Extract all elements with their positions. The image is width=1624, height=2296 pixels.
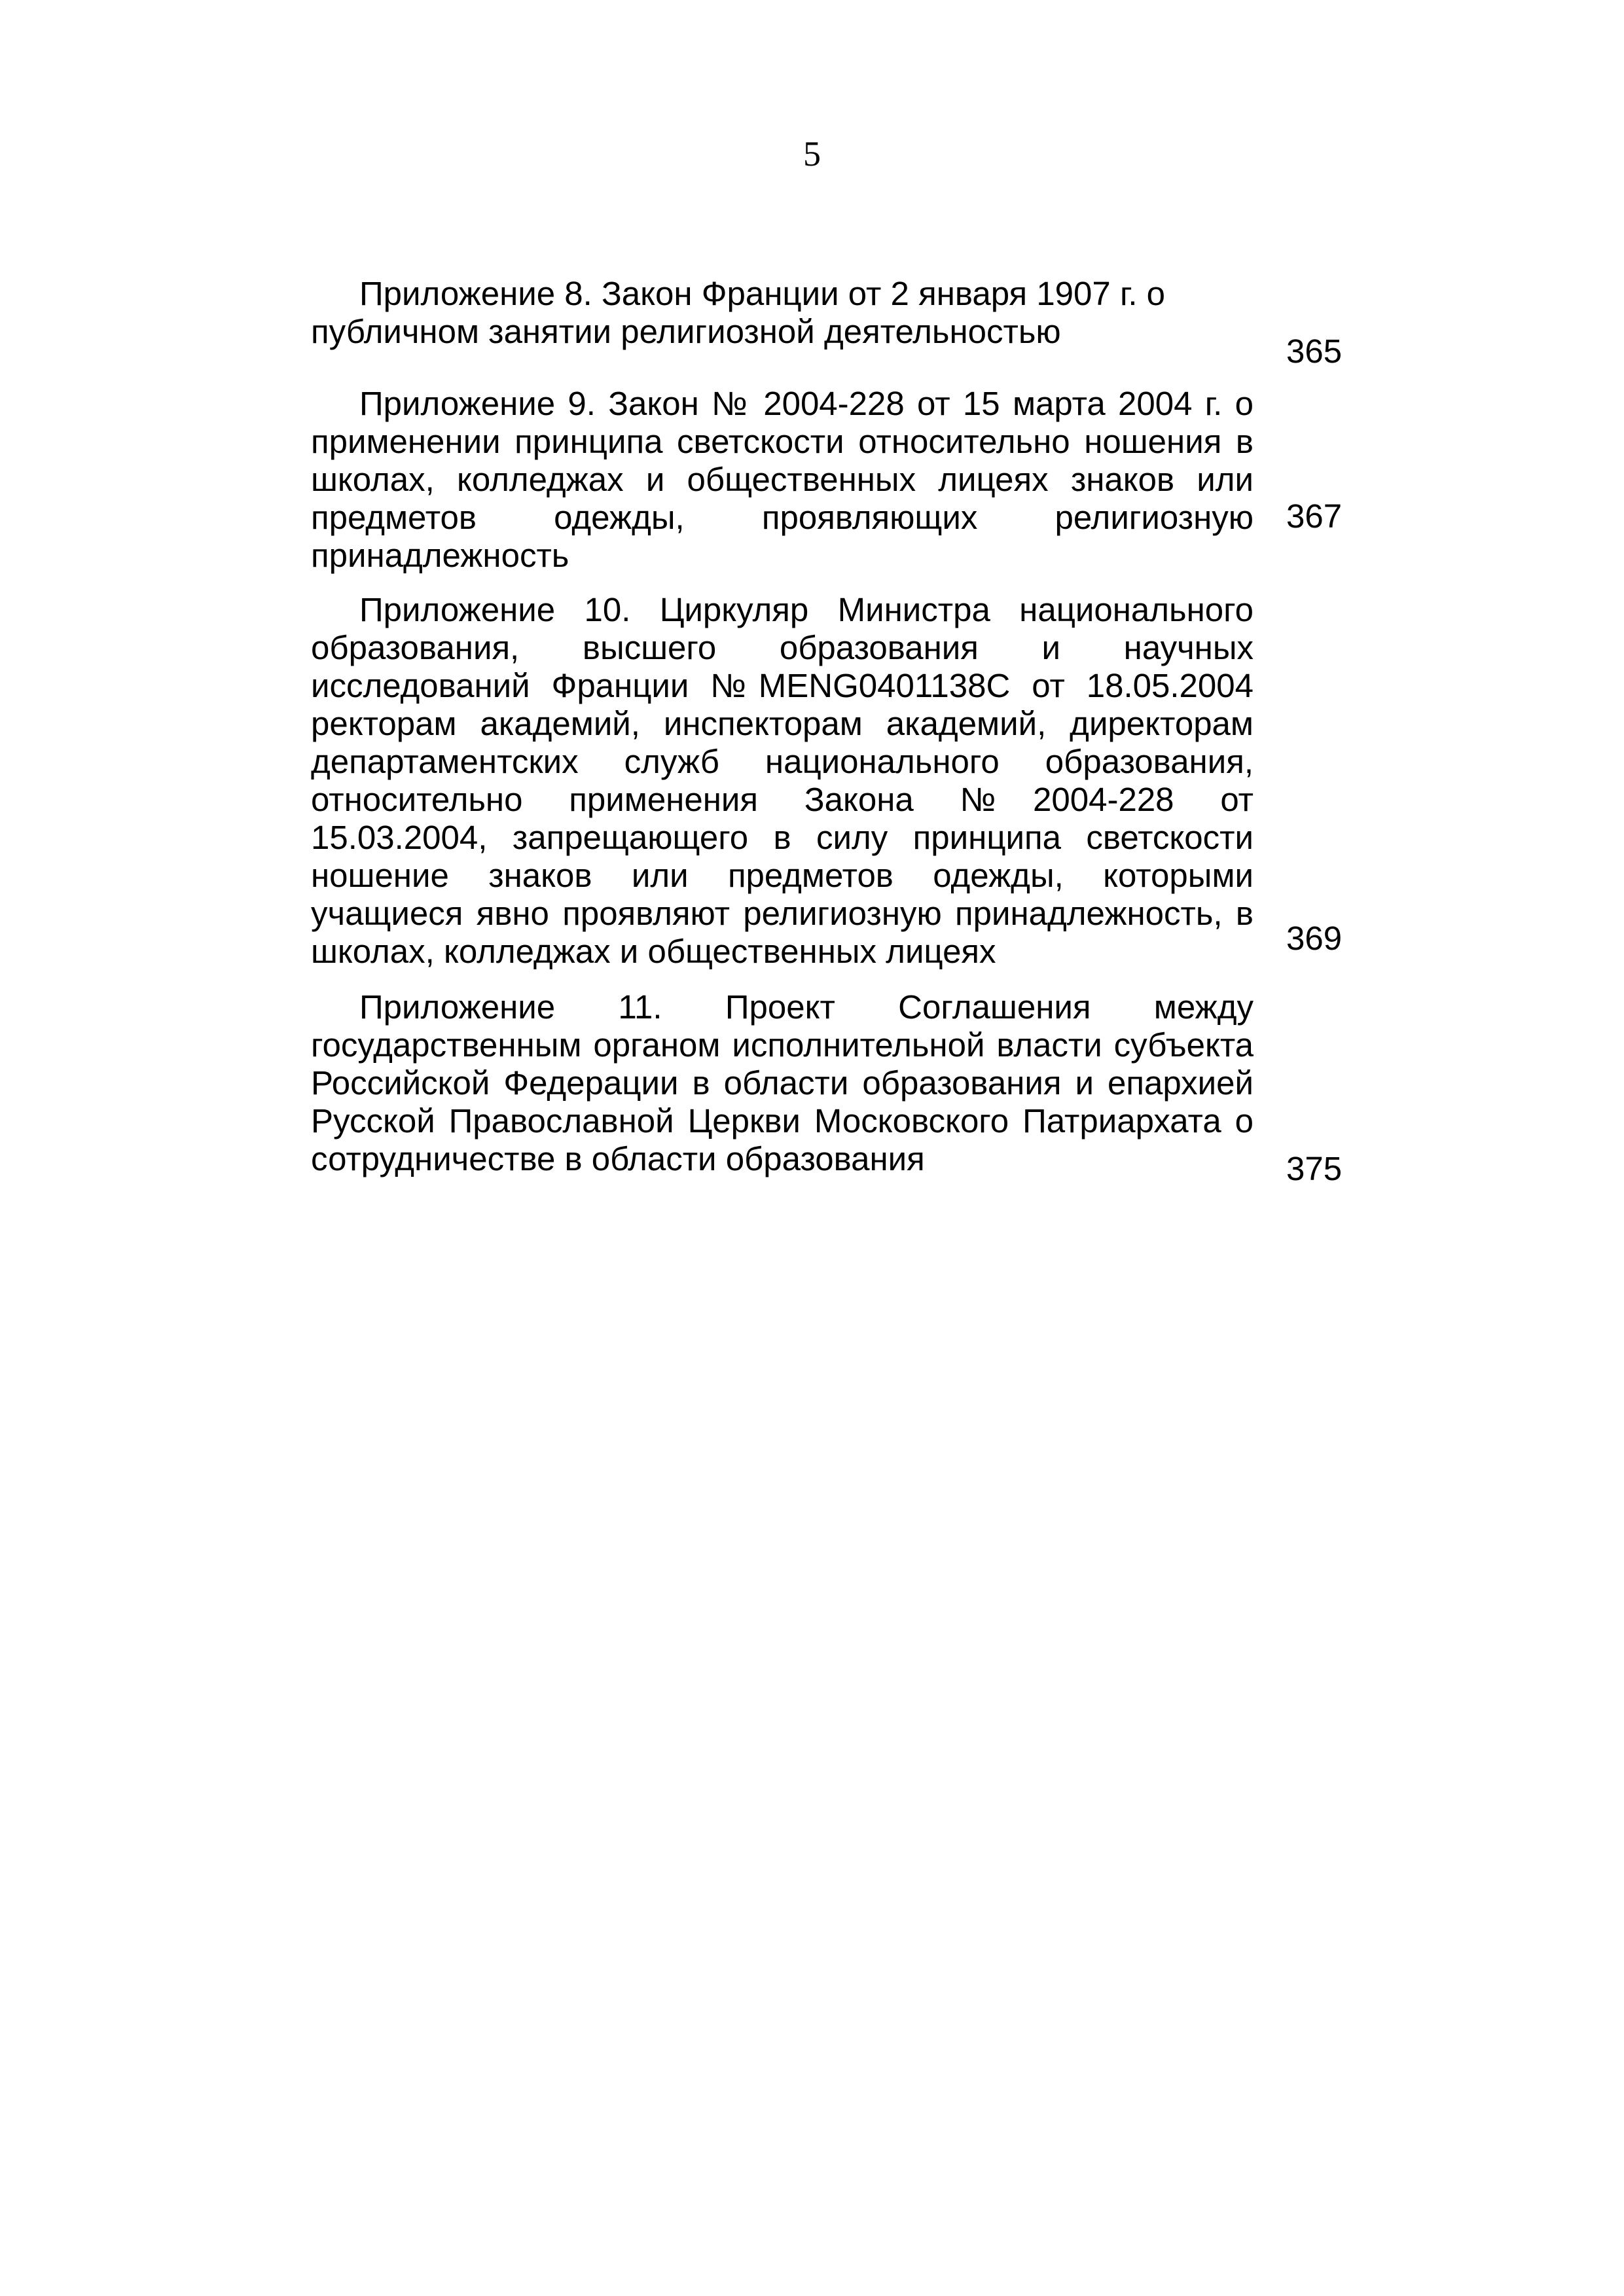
toc-entry-page: 369 [1286,920,1343,957]
toc-entry-page: 367 [1286,497,1343,535]
toc-entry-page: 365 [1286,332,1343,370]
toc-entry-text: Приложение 10. Циркуляр Министра национального образования, высшего образования и научных исследований Франции №MENG0401138C от 18.05.2004 ректорам академий, инспекторам академий, директорам департаментских служб национального образования, относительно применения Закона №2004-228 от 15.03.2004, запрещающего в силу принципа светскости ношение знаков или предметов одежды, которыми учащиеся явно проявляют религиозную принадлежность, в школах, колледжах и общественных лицеях [311,591,1254,970]
page-number: 5 [803,134,821,173]
toc-entry-page: 375 [1286,1150,1343,1187]
toc-entry-text: Приложение 11. Проект Соглашения между государственным органом исполнительной власти субъекта Российской Федерации в области образования и епархией Русской Православной Церкви Московского Патриархата о сотрудничестве в области образования [311,988,1254,1177]
toc-entry-text: Приложение 8. Закон Франции от 2 января 1907 г. о публичном занятии религиозной деятельностью [311,275,1166,350]
toc-entry-text: Приложение 9. Закон № 2004-228 от 15 марта 2004 г. о применении принципа светскости относительно ношения в школах, колледжах и общественных лицеях знаков или предметов одежды, проявляющих религиозную принадлежность [311,385,1254,574]
